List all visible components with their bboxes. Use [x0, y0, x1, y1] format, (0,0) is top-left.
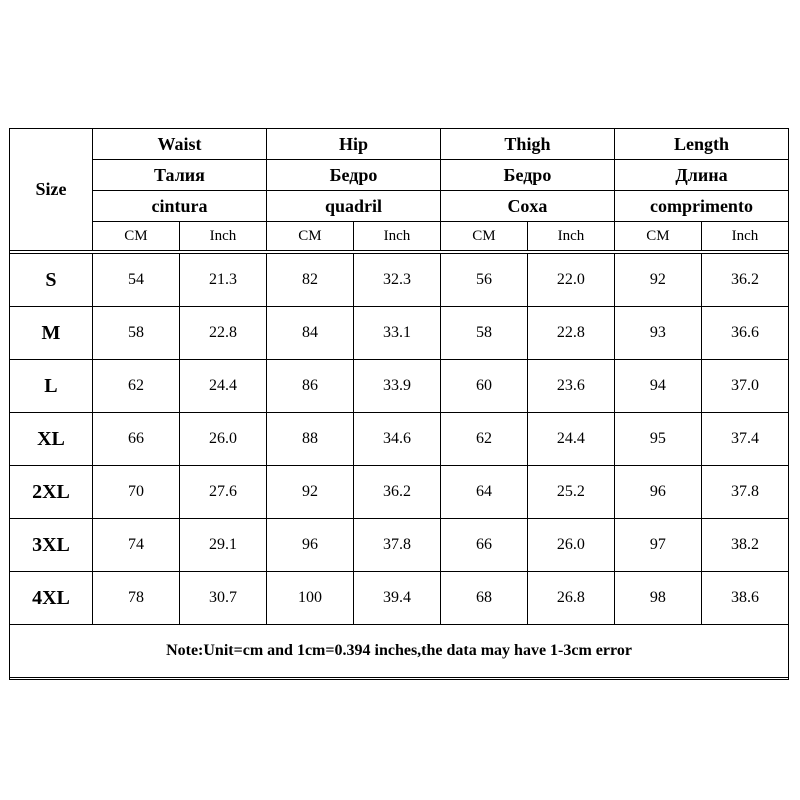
hip-inch: 33.9: [353, 360, 440, 413]
hip-cm: 82: [266, 254, 353, 307]
thigh-header-ru: Бедро: [440, 160, 614, 191]
hip-header-pt: quadril: [266, 191, 440, 222]
waist-header-ru: Талия: [92, 160, 266, 191]
waist-header-pt: cintura: [92, 191, 266, 222]
hip-cm: 96: [266, 519, 353, 572]
length-cm: 93: [614, 307, 701, 360]
waist-inch: 24.4: [179, 360, 266, 413]
waist-inch: 22.8: [179, 307, 266, 360]
thigh-header-pt: Coxa: [440, 191, 614, 222]
thigh-cm: 58: [440, 307, 527, 360]
hip-cm: 88: [266, 413, 353, 466]
hip-header: Hip: [266, 129, 440, 160]
unit-cm: CM: [614, 222, 701, 251]
length-inch: 36.2: [701, 254, 788, 307]
table-row: [10, 572, 789, 625]
length-header-ru: Длина: [614, 160, 788, 191]
thigh-inch: 23.6: [527, 360, 614, 413]
hip-inch: 37.8: [353, 519, 440, 572]
unit-inch: Inch: [701, 222, 788, 251]
length-inch: 38.6: [701, 572, 788, 625]
unit-row: [10, 222, 789, 251]
waist-cm: 74: [92, 519, 179, 572]
waist-inch: 29.1: [179, 519, 266, 572]
length-cm: 97: [614, 519, 701, 572]
length-header-pt: comprimento: [614, 191, 788, 222]
hip-inch: 36.2: [353, 466, 440, 519]
waist-cm: 70: [92, 466, 179, 519]
waist-cm: 62: [92, 360, 179, 413]
thigh-header: Thigh: [440, 129, 614, 160]
header-row-en: [10, 129, 789, 160]
waist-cm: 66: [92, 413, 179, 466]
size-cell: 2XL: [10, 466, 93, 519]
length-cm: 96: [614, 466, 701, 519]
unit-inch: Inch: [353, 222, 440, 251]
length-inch: 37.0: [701, 360, 788, 413]
length-cm: 95: [614, 413, 701, 466]
length-cm: 94: [614, 360, 701, 413]
length-inch: 37.4: [701, 413, 788, 466]
thigh-inch: 24.4: [527, 413, 614, 466]
size-cell: L: [10, 360, 93, 413]
waist-inch: 30.7: [179, 572, 266, 625]
table-row: [10, 254, 789, 307]
length-header: Length: [614, 129, 788, 160]
table-row: [10, 413, 789, 466]
unit-inch: Inch: [179, 222, 266, 251]
note-text: Note:Unit=cm and 1cm=0.394 inches,the data may have 1-3cm error: [10, 625, 789, 678]
thigh-cm: 62: [440, 413, 527, 466]
waist-cm: 58: [92, 307, 179, 360]
size-cell: M: [10, 307, 93, 360]
unit-inch: Inch: [527, 222, 614, 251]
size-cell: 3XL: [10, 519, 93, 572]
note-row: [10, 625, 789, 678]
unit-cm: CM: [266, 222, 353, 251]
thigh-cm: 56: [440, 254, 527, 307]
waist-header: Waist: [92, 129, 266, 160]
size-cell: XL: [10, 413, 93, 466]
thigh-cm: 68: [440, 572, 527, 625]
thigh-inch: 22.8: [527, 307, 614, 360]
size-cell: 4XL: [10, 572, 93, 625]
hip-inch: 33.1: [353, 307, 440, 360]
length-inch: 36.6: [701, 307, 788, 360]
waist-cm: 54: [92, 254, 179, 307]
hip-header-ru: Бедро: [266, 160, 440, 191]
unit-cm: CM: [92, 222, 179, 251]
waist-inch: 21.3: [179, 254, 266, 307]
length-inch: 38.2: [701, 519, 788, 572]
thigh-cm: 64: [440, 466, 527, 519]
waist-cm: 78: [92, 572, 179, 625]
thigh-inch: 25.2: [527, 466, 614, 519]
thigh-inch: 26.8: [527, 572, 614, 625]
table-row: [10, 466, 789, 519]
hip-inch: 34.6: [353, 413, 440, 466]
hip-inch: 39.4: [353, 572, 440, 625]
thigh-cm: 66: [440, 519, 527, 572]
size-column-header: Size: [10, 129, 93, 251]
hip-cm: 100: [266, 572, 353, 625]
hip-cm: 92: [266, 466, 353, 519]
hip-cm: 84: [266, 307, 353, 360]
table-row: [10, 519, 789, 572]
length-cm: 92: [614, 254, 701, 307]
size-chart: [9, 128, 789, 680]
hip-cm: 86: [266, 360, 353, 413]
thigh-inch: 22.0: [527, 254, 614, 307]
length-cm: 98: [614, 572, 701, 625]
header-row-ru: [10, 160, 789, 191]
waist-inch: 27.6: [179, 466, 266, 519]
thigh-cm: 60: [440, 360, 527, 413]
size-cell: S: [10, 254, 93, 307]
hip-inch: 32.3: [353, 254, 440, 307]
header-row-pt: [10, 191, 789, 222]
thigh-inch: 26.0: [527, 519, 614, 572]
table-row: [10, 360, 789, 413]
table-row: [10, 307, 789, 360]
length-inch: 37.8: [701, 466, 788, 519]
unit-cm: CM: [440, 222, 527, 251]
waist-inch: 26.0: [179, 413, 266, 466]
size-table: [9, 128, 789, 678]
